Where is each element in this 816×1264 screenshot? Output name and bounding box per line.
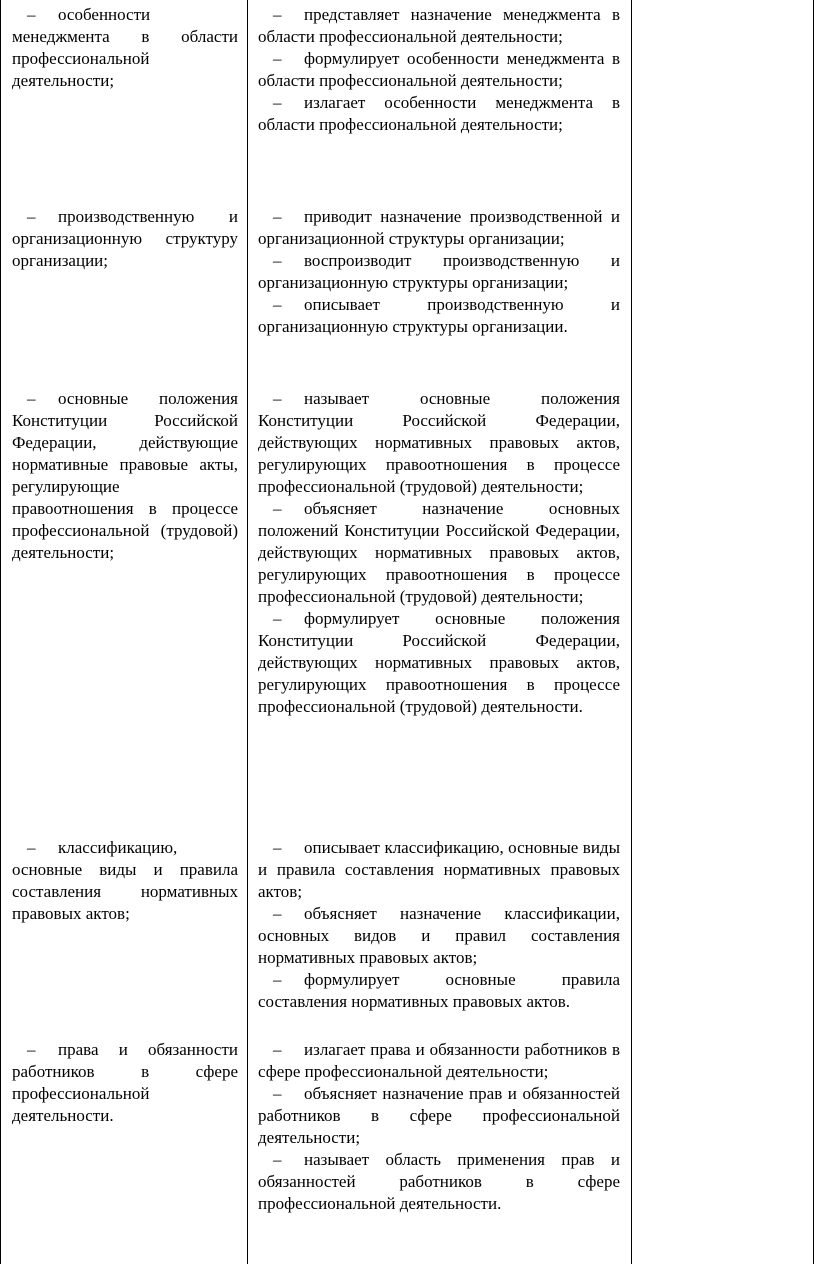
indicator-item: – объясняет назначение прав и обязанностей работников в сфере профессиональной деятельности; bbox=[258, 1084, 620, 1147]
skill-item: – права и обязанности работников в сфере профессиональной деятельности. bbox=[12, 1040, 238, 1125]
table-row bbox=[12, 206, 238, 272]
table-row bbox=[258, 4, 620, 136]
indicator-item: – формулирует особенности менеджмента в области профессиональной деятельности; bbox=[258, 49, 620, 90]
table-row bbox=[12, 388, 238, 564]
skill-item: – производственную и организационную структуру организации; bbox=[12, 207, 238, 270]
indicator-item: – излагает особенности менеджмента в области профессиональной деятельности; bbox=[258, 93, 620, 134]
indicator-item: – описывает производственную и организационную структуры организации. bbox=[258, 295, 620, 336]
table-row bbox=[258, 1039, 620, 1215]
indicator-item: – представляет назначение менеджмента в области профессиональной деятельности; bbox=[258, 5, 620, 46]
indicator-item: – формулирует основные положения Конституции Российской Федерации, действующих нормативных правовых актов, регулирующих правоотношения в процессе профессиональной (трудовой) деятельности. bbox=[258, 609, 620, 716]
indicator-item: – формулирует основные правила составления нормативных правовых актов. bbox=[258, 970, 620, 1011]
indicator-item: – описывает классификацию, основные виды и правила составления нормативных правовых актов; bbox=[258, 838, 620, 901]
table-row bbox=[12, 1039, 238, 1127]
skill-item: – особенности менеджмента в области профессиональной деятельности; bbox=[12, 5, 238, 90]
indicator-item: – излагает права и обязанности работников в сфере профессиональной деятельности; bbox=[258, 1040, 620, 1081]
indicator-item: – называет область применения прав и обязанностей работников в сфере профессиональной деятельности. bbox=[258, 1150, 620, 1213]
table-row bbox=[12, 4, 238, 92]
indicator-item: – объясняет назначение классификации, основных видов и правил составления нормативных правовых актов; bbox=[258, 904, 620, 967]
table-row bbox=[258, 837, 620, 1013]
table-row bbox=[258, 206, 620, 338]
indicator-item: – приводит назначение производственной и организационной структуры организации; bbox=[258, 207, 620, 248]
indicator-item: – объясняет назначение основных положений Конституции Российской Федерации, действующих нормативных правовых актов, регулирующих правоотношения в процессе профессиональной (трудовой) деятельности; bbox=[258, 499, 620, 606]
indicator-item: – воспроизводит производственную и организационную структуры организации; bbox=[258, 251, 620, 292]
empty-column bbox=[632, 0, 813, 1264]
table-row bbox=[12, 837, 238, 925]
skill-item: – классификацию, основные виды и правила составления нормативных правовых актов; bbox=[12, 838, 238, 923]
table-border-left bbox=[0, 0, 1, 1264]
table-border-col1 bbox=[247, 0, 248, 1264]
skill-item: – основные положения Конституции Российской Федерации, действующие нормативные правовые акты, регулирующие правоотношения в процессе профессиональной (трудовой) деятельности; bbox=[12, 389, 238, 562]
indicator-item: – называет основные положения Конституции Российской Федерации, действующих нормативных правовых актов, регулирующих правоотношения в процессе профессиональной (трудовой) деятельности; bbox=[258, 389, 620, 496]
table-row bbox=[258, 388, 620, 718]
table-border-right bbox=[813, 0, 814, 1264]
